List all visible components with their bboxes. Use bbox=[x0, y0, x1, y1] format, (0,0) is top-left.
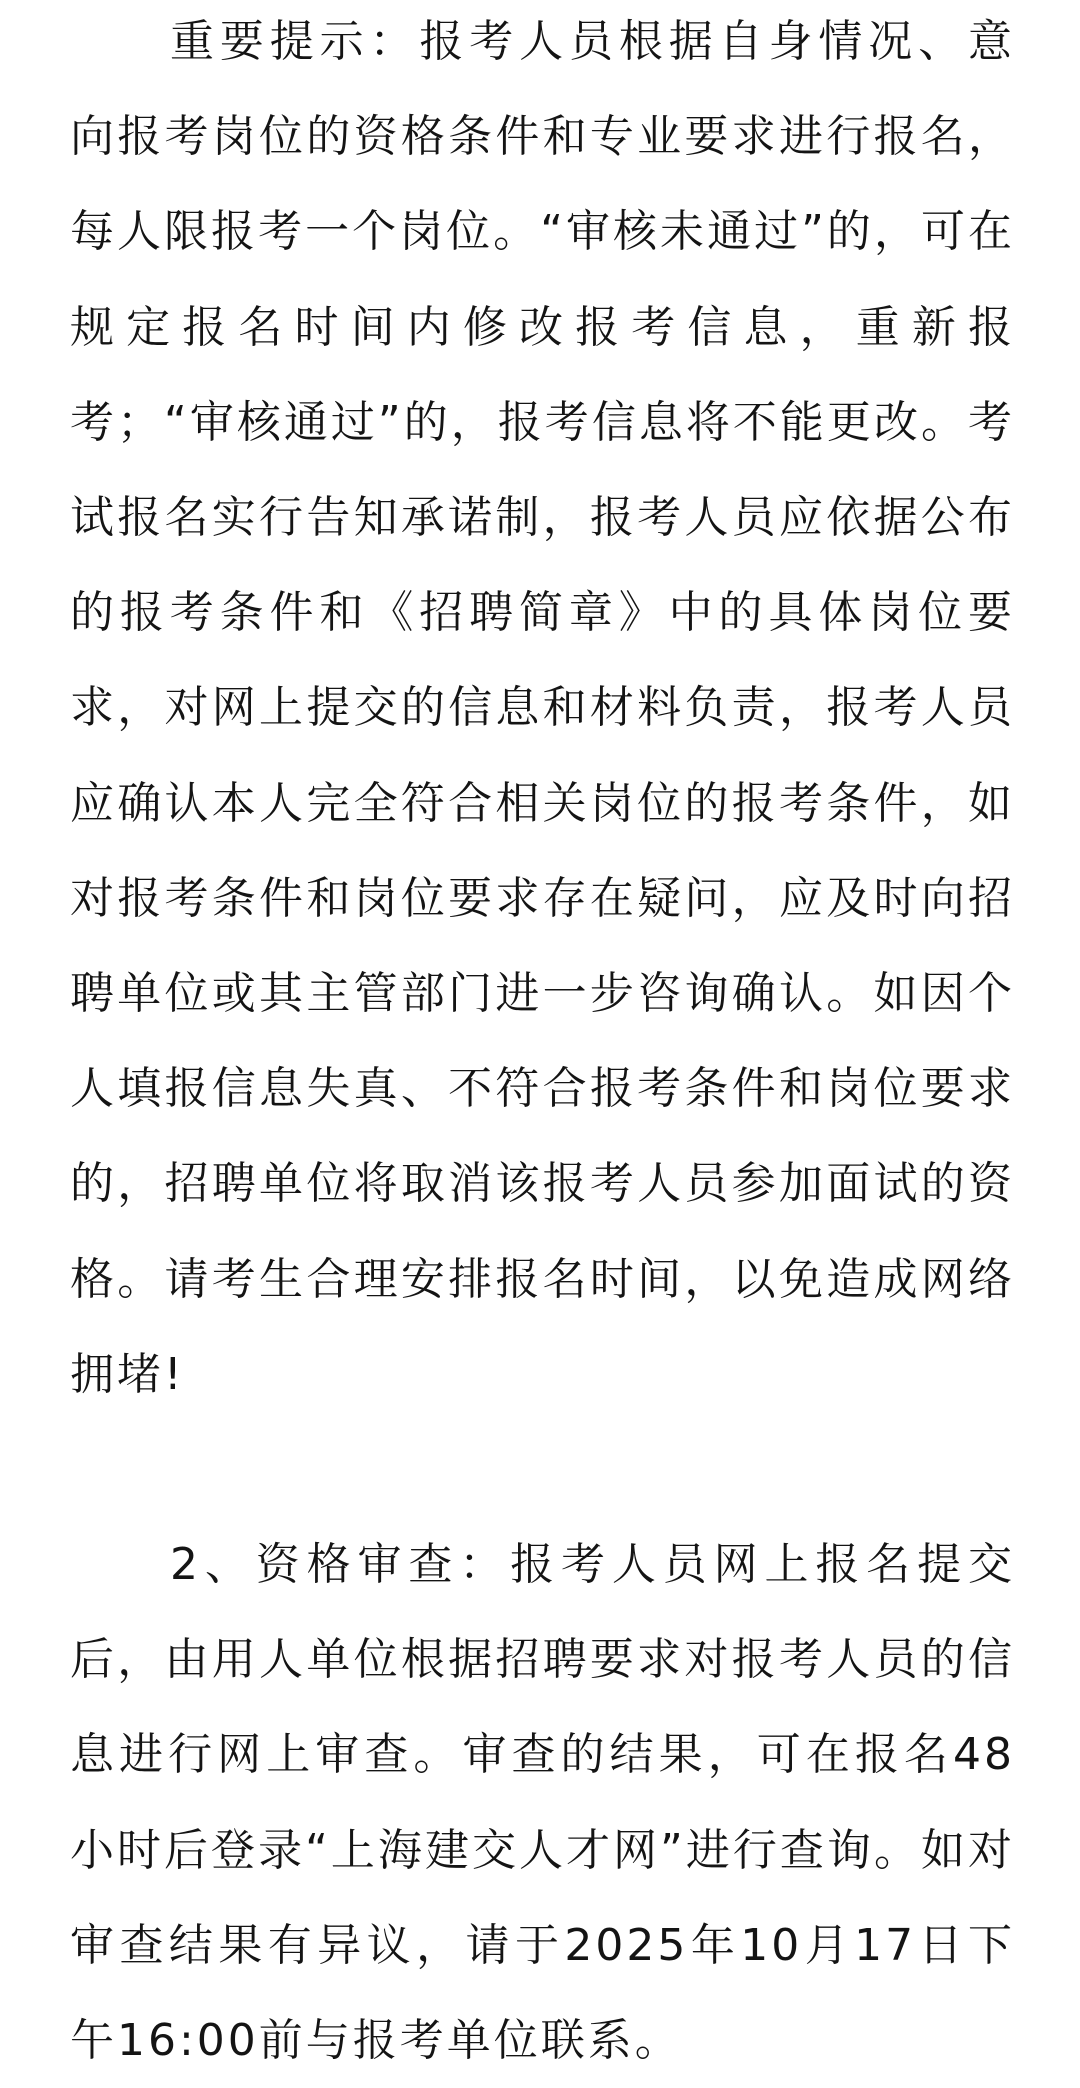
qualification-review-paragraph: 2、资格审查：报考人员网上报名提交后，由用人单位根据招聘要求对报考人员的信息进行网上审查。审查的结果，可在报名48小时后登录“上海建交人才网”进行查询。如对审查结果有异议，请于2025年10月17日下午16:00前与报考单位联系。 bbox=[70, 1539, 1015, 2067]
paragraph-spacer bbox=[70, 1422, 1015, 1517]
article-body bbox=[70, 0, 1015, 2088]
important-notice-paragraph: 重要提示：报考人员根据自身情况、意向报考岗位的资格条件和专业要求进行报名，每人限报考一个岗位。“审核未通过”的，可在规定报名时间内修改报考信息，重新报考；“审核通过”的，报考信息将不能更改。考试报名实行告知承诺制，报考人员应依据公布的报考条件和《招聘简章》中的具体岗位要求，对网上提交的信息和材料负责，报考人员应确认本人完全符合相关岗位的报考条件，如对报考条件和岗位要求存在疑问，应及时向招聘单位或其主管部门进一步咨询确认。如因个人填报信息失真、不符合报考条件和岗位要求的，招聘单位将取消该报考人员参加面试的资格。请考生合理安排报名时间，以免造成网络拥堵! bbox=[70, 16, 1015, 1400]
